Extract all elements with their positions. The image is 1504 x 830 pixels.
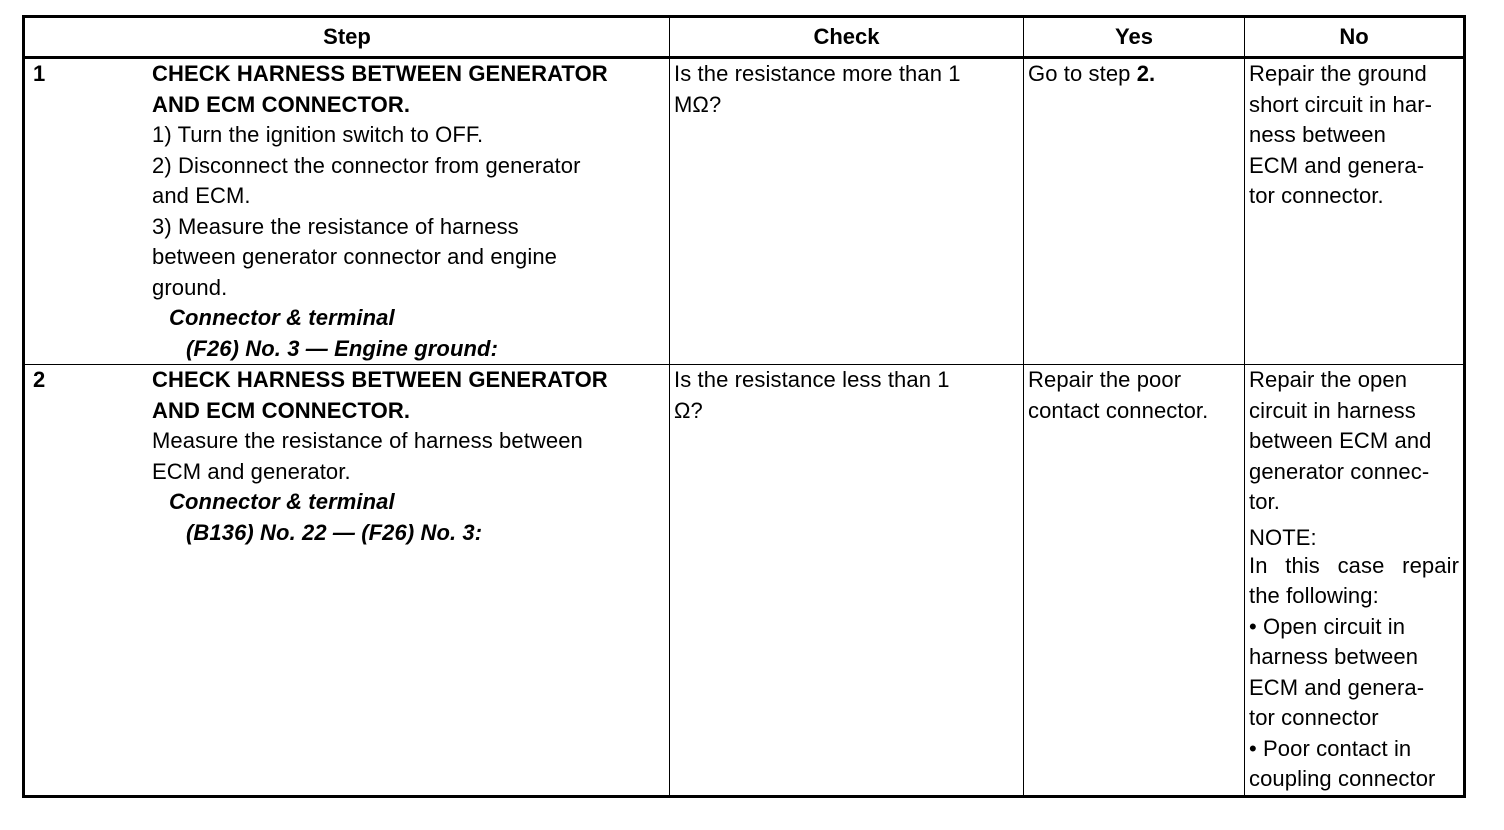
table-row [24,58,1465,365]
check-text: MΩ? [674,91,722,117]
check-text: Ω? [674,397,703,423]
header-no: No [1245,17,1465,58]
bullet-line: harness between [1249,644,1419,669]
yes-cell [1024,365,1245,797]
connector-terminal-label: Connector & terminal [169,305,395,330]
instruction-line: and ECM. [152,183,251,208]
yes-cell [1024,58,1245,365]
table-row [24,365,1465,797]
check-text: Is the resistance more than 1 [674,61,961,86]
bullet-item [1249,734,1459,795]
yes-text: Go to step [1028,61,1137,86]
step-title: CHECK HARNESS BETWEEN GENERATOR [152,61,608,86]
header-check: Check [670,17,1024,58]
no-text: tor connector. [1249,183,1384,208]
header-yes: Yes [1024,17,1245,58]
no-text: generator connec- [1249,458,1430,484]
step-title: CHECK HARNESS BETWEEN GENERATOR [152,367,608,392]
bullet-item [1249,612,1459,734]
bullet-line: • Open circuit in [1249,613,1406,639]
step-number: 2 [33,367,46,392]
no-text: Repair the ground [1249,61,1427,86]
bullet-line: • Poor contact in [1249,735,1412,761]
note-text: the following: [1249,583,1379,608]
connector-terminal-label: Connector & terminal [169,489,395,514]
connector-terminal-value: (F26) No. 3 — Engine ground: [186,335,499,361]
connector-terminal-value: (B136) No. 22 — (F26) No. 3: [186,519,483,545]
bullet-line: tor connector [1249,705,1379,730]
yes-step-ref: 2. [1136,61,1156,86]
no-text: short circuit in har- [1249,91,1433,117]
bullet-line: ECM and genera- [1249,674,1425,700]
instruction-line: 3) Measure the resistance of harness [152,213,519,239]
step-number: 1 [33,61,46,86]
check-text: Is the resistance less than 1 [674,367,950,392]
no-cell [1245,58,1465,365]
note-label: NOTE: [1249,524,1317,550]
step-title: AND ECM CONNECTOR. [152,397,411,423]
no-text: circuit in harness [1249,397,1416,423]
note-text: In this case repair [1249,552,1459,578]
yes-text: Repair the poor [1028,367,1182,392]
no-cell [1245,365,1465,797]
instruction-line: 2) Disconnect the connector from generator [152,152,581,178]
instruction-line: ground. [152,274,228,300]
check-cell [670,365,1024,797]
no-text: between ECM and [1249,428,1432,453]
yes-text: contact connector. [1028,397,1209,423]
instruction-line: between generator connector and engine [152,244,557,269]
instruction-line: ECM and generator. [152,458,351,484]
check-cell [670,58,1024,365]
header-step: Step [24,17,670,58]
no-text: tor. [1249,489,1280,514]
step-body [152,365,665,548]
no-text: Repair the open [1249,367,1408,392]
bullet-line: coupling connector [1249,766,1436,791]
step-cell [24,58,670,365]
instruction-line: 1) Turn the ignition switch to OFF. [152,122,484,147]
diagnostic-procedure-table [22,15,1466,798]
table-header-row [24,17,1465,58]
no-text: ECM and genera- [1249,152,1425,178]
no-text: ness between [1249,122,1386,147]
step-title: AND ECM CONNECTOR. [152,91,411,117]
step-cell [24,365,670,797]
step-body [152,59,665,364]
instruction-line: Measure the resistance of harness between [152,428,583,453]
